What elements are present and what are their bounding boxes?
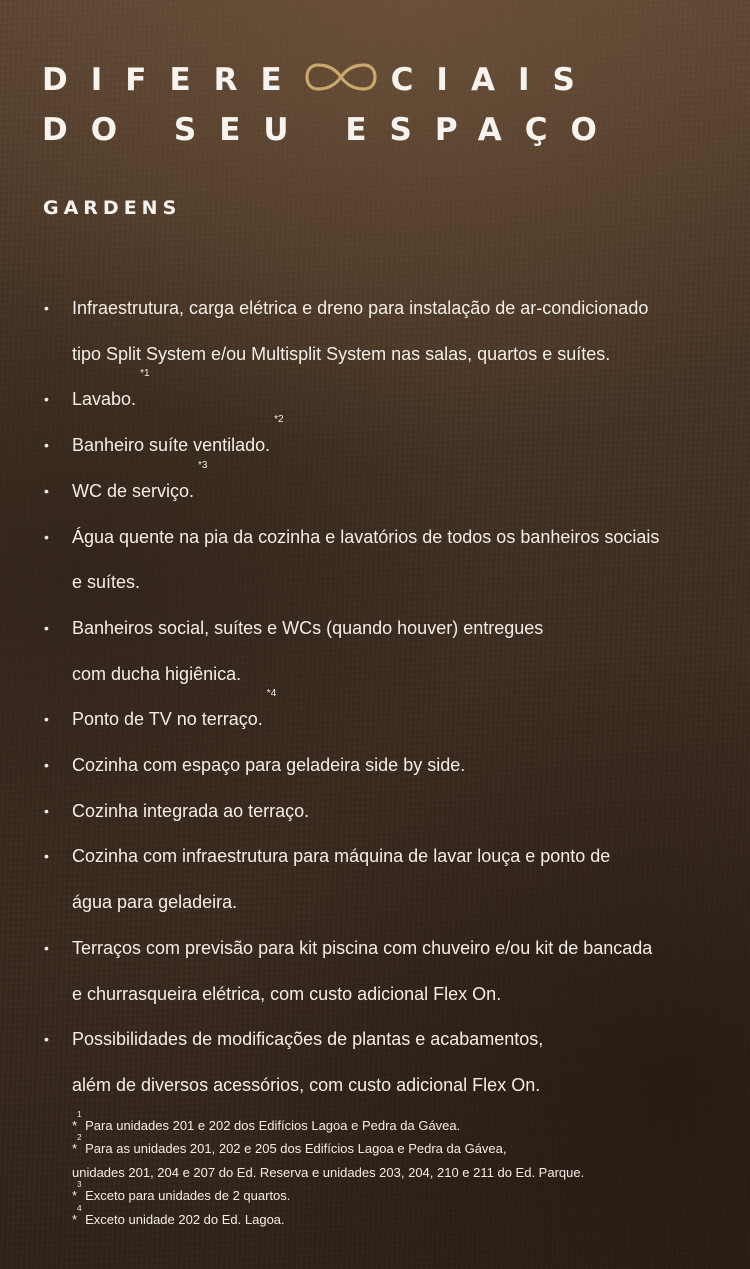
feature-line: Água quente na pia da cozinha e lavatórios de todos os banheiros sociais bbox=[72, 526, 660, 547]
footnote-ref: *1 bbox=[140, 368, 150, 380]
footnote-line bbox=[72, 1180, 722, 1207]
feature-item bbox=[42, 688, 722, 743]
footnote-text: Para unidades 201 e 202 dos Edifícios Lagoa e Pedra da Gávea. bbox=[85, 1118, 461, 1133]
feature-line: além de diversos acessórios, com custo adicional Flex On. bbox=[72, 1074, 541, 1095]
feature-line: Terraços com previsão para kit piscina com chuveiro e/ou kit de bancada bbox=[72, 937, 653, 958]
feature-item bbox=[42, 515, 722, 606]
feature-line: Cozinha com espaço para geladeira side by side. bbox=[72, 755, 466, 776]
footnote-number: 4 bbox=[77, 1203, 82, 1213]
feature-item bbox=[42, 834, 722, 925]
footnote-star: * bbox=[72, 1141, 78, 1157]
bullet-icon: • bbox=[44, 848, 49, 865]
feature-item bbox=[42, 286, 722, 380]
page-title bbox=[42, 55, 620, 155]
footnote-number: 1 bbox=[77, 1110, 82, 1119]
footnote-ref: *4 bbox=[266, 688, 277, 700]
feature-text bbox=[72, 1017, 722, 1108]
feature-text bbox=[72, 459, 722, 515]
feature-item bbox=[42, 789, 722, 835]
feature-line: Cozinha integrada ao terraço. bbox=[72, 800, 310, 821]
feature-item bbox=[42, 743, 722, 789]
feature-text bbox=[72, 606, 722, 700]
footnote-line bbox=[72, 1161, 722, 1184]
feature-item bbox=[42, 414, 722, 469]
footnote-marker bbox=[72, 1203, 82, 1227]
feature-line: com ducha higiênica. bbox=[72, 663, 242, 684]
footnote-line bbox=[72, 1110, 722, 1137]
bullet-icon: • bbox=[44, 300, 49, 316]
footnote-marker bbox=[72, 1110, 82, 1133]
feature-line bbox=[72, 459, 722, 515]
footnotes bbox=[72, 1110, 722, 1231]
feature-line: tipo Split System e/ou Multisplit System nas salas, quartos e suítes. bbox=[72, 343, 611, 364]
footnote-text: Exceto unidade 202 do Ed. Lagoa. bbox=[85, 1211, 285, 1227]
feature-text bbox=[72, 414, 722, 469]
footnote-star: * bbox=[72, 1211, 78, 1227]
feature-item bbox=[42, 606, 722, 700]
feature-text bbox=[72, 286, 722, 380]
feature-line-text: Banheiro suíte ventilado. bbox=[72, 435, 271, 456]
bullet-icon: • bbox=[44, 1031, 49, 1048]
bullet-icon: • bbox=[44, 528, 49, 545]
feature-line: Banheiros social, suítes e WCs (quando houver) entregues bbox=[72, 617, 544, 638]
title-line-1 bbox=[42, 55, 620, 105]
feature-line bbox=[72, 688, 722, 743]
feature-item bbox=[42, 459, 722, 515]
feature-text bbox=[72, 515, 722, 606]
footnote-text: Exceto para unidades de 2 quartos. bbox=[85, 1188, 291, 1204]
feature-line: água para geladeira. bbox=[72, 892, 238, 913]
feature-text bbox=[72, 926, 722, 1017]
feature-text bbox=[72, 368, 722, 426]
feature-item bbox=[42, 926, 722, 1017]
feature-line: Possibilidades de modificações de plantas e acabamentos, bbox=[72, 1029, 544, 1050]
title-part-after-icon: CIAIS bbox=[390, 61, 598, 98]
bullet-icon: • bbox=[44, 619, 49, 636]
footnote-number: 3 bbox=[77, 1180, 82, 1190]
infinity-icon bbox=[305, 62, 377, 92]
footnote-star: * bbox=[72, 1188, 78, 1204]
feature-line: e suítes. bbox=[72, 572, 141, 593]
feature-text bbox=[72, 743, 722, 789]
feature-item bbox=[42, 368, 722, 426]
footnote-ref: *3 bbox=[198, 459, 208, 471]
feature-line bbox=[72, 368, 722, 426]
feature-line: e churrasqueira elétrica, com custo adicional Flex On. bbox=[72, 983, 502, 1004]
feature-text bbox=[72, 688, 722, 743]
features-list bbox=[42, 286, 722, 1109]
feature-line-text: Lavabo. bbox=[72, 389, 137, 410]
bullet-icon: • bbox=[44, 757, 49, 774]
feature-text bbox=[72, 834, 722, 925]
feature-line: Cozinha com infraestrutura para máquina de lavar louça e ponto de bbox=[72, 846, 611, 867]
footnote-line bbox=[72, 1203, 722, 1231]
footnote-marker bbox=[72, 1133, 82, 1157]
title-line-2: DO SEU ESPAÇO bbox=[42, 111, 620, 148]
footnote-text: Para as unidades 201, 202 e 205 dos Edifícios Lagoa e Pedra da Gávea, bbox=[85, 1141, 507, 1157]
feature-text bbox=[72, 789, 722, 835]
bullet-icon: • bbox=[44, 802, 49, 819]
footnote-ref: *2 bbox=[274, 414, 284, 426]
title-part-before-icon: DIFERE bbox=[42, 61, 305, 98]
footnote-text: unidades 201, 204 e 207 do Ed. Reserva e unidades 203, 204, 210 e 211 do Ed. Parque. bbox=[72, 1164, 585, 1180]
bullet-icon: • bbox=[44, 939, 49, 956]
bullet-icon: • bbox=[44, 437, 49, 454]
feature-item bbox=[42, 1017, 722, 1108]
bullet-icon: • bbox=[44, 711, 49, 728]
feature-line-text: WC de serviço. bbox=[72, 480, 195, 501]
footnote-line bbox=[72, 1133, 722, 1160]
feature-line-text: Ponto de TV no terraço. bbox=[72, 709, 263, 730]
feature-line bbox=[72, 414, 722, 469]
footnote-marker bbox=[72, 1180, 82, 1204]
bullet-icon: • bbox=[44, 482, 49, 499]
section-title: GARDENS bbox=[43, 197, 182, 219]
footnote-star: * bbox=[72, 1118, 78, 1133]
footnote-number: 2 bbox=[77, 1133, 82, 1143]
bullet-icon: • bbox=[44, 391, 49, 408]
feature-line: Infraestrutura, carga elétrica e dreno para instalação de ar-condicionado bbox=[72, 298, 649, 318]
